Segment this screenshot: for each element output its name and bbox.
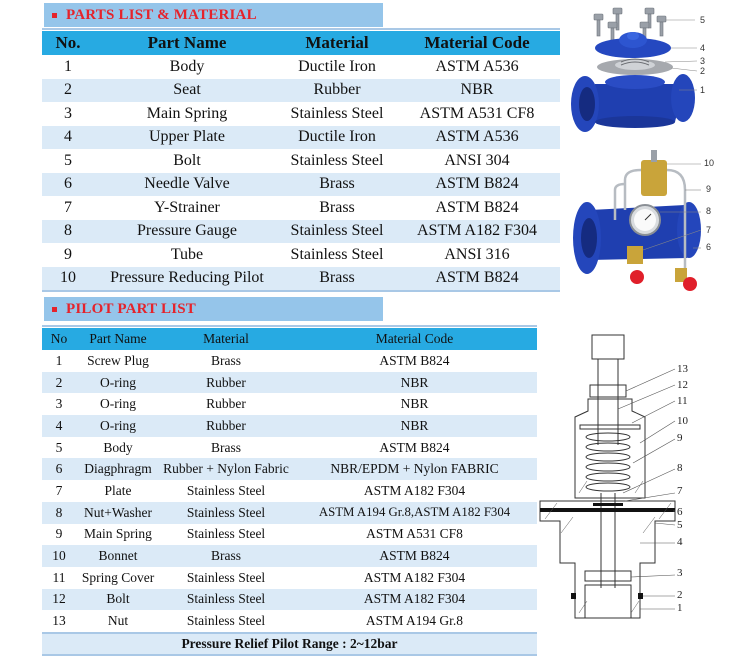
pilot-table-header <box>42 328 537 350</box>
callout-label: 4 <box>677 536 683 548</box>
cell-material: Stainless Steel <box>186 526 266 542</box>
cell-no: 2 <box>42 79 94 103</box>
cell-part-name: O-ring <box>76 372 160 394</box>
cell-part-name: Diagphragm <box>76 458 160 480</box>
cell-no: 1 <box>55 352 63 368</box>
cell-no: 5 <box>55 439 63 455</box>
cell-material-code: ANSI 304 <box>444 151 510 169</box>
cell-no: 9 <box>64 245 72 263</box>
pilot-list-title: PILOT PART LIST <box>66 300 197 317</box>
cell-material: Stainless Steel <box>160 589 292 611</box>
cell-no: 11 <box>52 569 66 585</box>
col-material: Material <box>280 31 394 55</box>
parts-list-banner <box>44 3 383 27</box>
cell-material: Stainless Steel <box>290 104 384 122</box>
divider <box>42 325 537 327</box>
cell-part-name: Pressure Gauge <box>94 220 280 244</box>
cell-material-code: ASTM B824 <box>394 173 560 197</box>
divider <box>42 290 560 292</box>
cell-part-name: Upper Plate <box>94 126 280 150</box>
callout-label: 1 <box>700 85 706 95</box>
callout-label: 3 <box>677 567 683 579</box>
cell-part-name: Tube <box>170 245 204 263</box>
table-row <box>42 437 537 459</box>
cell-part-name: Body <box>169 57 205 75</box>
cell-no: 3 <box>64 104 72 122</box>
cell-material-code: ASTM A536 <box>394 126 560 150</box>
cell-no: 5 <box>64 151 72 169</box>
col-part-name: Part Name <box>76 328 160 350</box>
table-row <box>42 372 537 394</box>
pilot-range-footer <box>42 633 537 655</box>
cell-material: Stainless Steel <box>186 482 266 498</box>
cell-no: 7 <box>64 198 72 216</box>
cell-part-name: Body <box>103 439 133 455</box>
parts-table <box>42 31 560 290</box>
cell-no: 6 <box>42 458 76 480</box>
table-row <box>42 393 537 415</box>
cell-material: Rubber <box>280 79 394 103</box>
callout-label: 13 <box>677 363 688 375</box>
cell-part-name: Bonnet <box>76 545 160 567</box>
cell-material: Brass <box>160 545 292 567</box>
parts-table-header <box>42 31 560 55</box>
cell-material-code: ANSI 316 <box>444 245 510 263</box>
cell-no: 2 <box>42 372 76 394</box>
callout-label: 9 <box>677 432 683 444</box>
callout-label: 1 <box>677 602 683 614</box>
parts-list-title: PARTS LIST & MATERIAL <box>66 6 257 23</box>
callout-label: 8 <box>677 462 683 474</box>
cell-material-code: ASTM B824 <box>379 352 450 368</box>
table-row <box>42 545 537 567</box>
callout-label: 6 <box>677 506 683 518</box>
cell-material: Stainless Steel <box>290 151 384 169</box>
table-row <box>42 79 560 103</box>
bullet-square-icon <box>52 307 57 312</box>
table-row <box>42 149 560 173</box>
table-row <box>42 524 537 546</box>
col-material-code: Material Code <box>292 328 537 350</box>
cell-no: 6 <box>42 173 94 197</box>
callout-label: 7 <box>706 225 712 235</box>
cell-material: Stainless Steel <box>186 569 266 585</box>
callout-label: 2 <box>677 589 683 601</box>
cell-material: Rubber <box>160 372 292 394</box>
exploded-valve-figure <box>565 4 751 154</box>
cell-no: 4 <box>42 415 76 437</box>
table-row <box>42 589 537 611</box>
cell-material-code: ASTM B824 <box>292 545 537 567</box>
divider <box>42 28 560 30</box>
col-material: Material <box>160 328 292 350</box>
callout-label: 10 <box>677 415 688 427</box>
cell-material-code: ASTM B824 <box>435 198 519 216</box>
cell-no: 8 <box>42 502 76 524</box>
cell-part-name: Nut <box>107 613 129 629</box>
cell-no: 8 <box>42 220 94 244</box>
callout-label: 11 <box>677 395 688 407</box>
cell-material: Brass <box>319 198 355 216</box>
table-row <box>42 567 537 589</box>
table-row <box>42 102 560 126</box>
callout-label: 12 <box>677 379 688 391</box>
table-row <box>42 173 560 197</box>
cell-no: 4 <box>42 126 94 150</box>
cell-material: Stainless Steel <box>186 613 266 629</box>
cell-material-code: ASTM A182 F304 <box>394 220 560 244</box>
cell-material-code: NBR <box>292 415 537 437</box>
cell-material-code: ASTM A536 <box>435 57 519 75</box>
callout-label: 5 <box>677 519 683 531</box>
bullet-square-icon <box>52 13 57 18</box>
callout-label: 8 <box>706 206 712 216</box>
callout-label: 6 <box>706 242 712 252</box>
cell-no: 13 <box>52 613 66 629</box>
cell-part-name: Y-Strainer <box>154 198 220 216</box>
cell-material: Brass <box>280 267 394 291</box>
table-row <box>42 502 537 524</box>
cell-no: 1 <box>64 57 72 75</box>
cell-part-name: Bolt <box>173 151 201 169</box>
col-material-code: Material Code <box>394 31 560 55</box>
cell-material-code: ASTM A194 Gr.8 <box>365 613 464 629</box>
cell-material-code: ASTM A531 CF8 <box>366 526 463 542</box>
cell-material: Rubber <box>160 415 292 437</box>
cell-material-code: ASTM A182 F304 <box>363 569 466 585</box>
cell-material: Stainless Steel <box>290 245 384 263</box>
assembled-valve-figure <box>565 150 751 295</box>
table-row <box>42 480 537 502</box>
cell-part-name: O-ring <box>76 415 160 437</box>
table-row <box>42 267 560 291</box>
table-row <box>42 243 560 267</box>
cell-material-code: NBR/EPDM + Nylon FABRIC <box>292 458 537 480</box>
cell-material-code: ASTM B824 <box>394 267 560 291</box>
cell-material-code: NBR <box>400 396 429 412</box>
col-no: No <box>42 328 76 350</box>
callout-label: 3 <box>700 56 706 66</box>
cell-part-name: Bolt <box>76 589 160 611</box>
table-row <box>42 350 537 372</box>
table-row <box>42 415 537 437</box>
cell-material-code: ASTM A182 F304 <box>363 482 466 498</box>
cell-material-code: NBR <box>394 79 560 103</box>
cell-part-name: Pressure Reducing Pilot <box>94 267 280 291</box>
cell-material: Brass <box>211 439 241 455</box>
cell-material: Rubber + Nylon Fabric <box>160 458 292 480</box>
cell-no: 10 <box>42 545 76 567</box>
cell-material: Stainless Steel <box>160 502 292 524</box>
pilot-list-banner <box>44 297 383 321</box>
cell-part-name: Screw Plug <box>87 352 149 368</box>
cell-no: 7 <box>55 482 63 498</box>
cell-no: 9 <box>55 526 63 542</box>
cell-part-name: Spring Cover <box>81 569 155 585</box>
cell-part-name: Seat <box>94 79 280 103</box>
table-row <box>42 458 537 480</box>
cell-no: 10 <box>42 267 94 291</box>
cell-material-code: ASTM A531 CF8 <box>419 104 535 122</box>
cell-part-name: Needle Valve <box>94 173 280 197</box>
cell-no: 3 <box>55 396 63 412</box>
col-no: No. <box>42 31 94 55</box>
table-row <box>42 220 560 244</box>
cell-part-name: Main Spring <box>146 104 228 122</box>
cell-material: Brass <box>211 352 241 368</box>
cell-material-code: ASTM A182 F304 <box>292 589 537 611</box>
cell-part-name: O-ring <box>100 396 136 412</box>
cell-material-code: NBR <box>292 372 537 394</box>
cell-material-code: ASTM A194 Gr.8,ASTM A182 F304 <box>292 502 537 524</box>
cell-part-name: Plate <box>104 482 132 498</box>
table-row <box>42 126 560 150</box>
cell-material: Stainless Steel <box>280 220 394 244</box>
cell-material-code: ASTM B824 <box>379 439 450 455</box>
cell-part-name: Main Spring <box>84 526 152 542</box>
callout-label: 4 <box>700 43 706 53</box>
cell-part-name: Nut+Washer <box>76 502 160 524</box>
cell-material: Rubber <box>206 396 246 412</box>
callout-label: 7 <box>677 485 683 497</box>
callout-label: 9 <box>706 184 712 194</box>
table-row <box>42 610 537 633</box>
pilot-section-drawing <box>535 333 680 623</box>
cell-material: Ductile Iron <box>298 57 376 75</box>
col-part-name: Part Name <box>94 31 280 55</box>
pilot-parts-table <box>42 328 537 656</box>
callout-label: 10 <box>704 158 715 168</box>
cell-no: 12 <box>42 589 76 611</box>
callout-label: 2 <box>700 66 706 76</box>
table-row <box>42 55 560 79</box>
cell-material: Brass <box>280 173 394 197</box>
table-row <box>42 196 560 220</box>
callout-label: 5 <box>700 15 706 25</box>
pilot-range-text: Pressure Relief Pilot Range : 2~12bar <box>42 633 537 655</box>
cell-material: Ductile Iron <box>280 126 394 150</box>
